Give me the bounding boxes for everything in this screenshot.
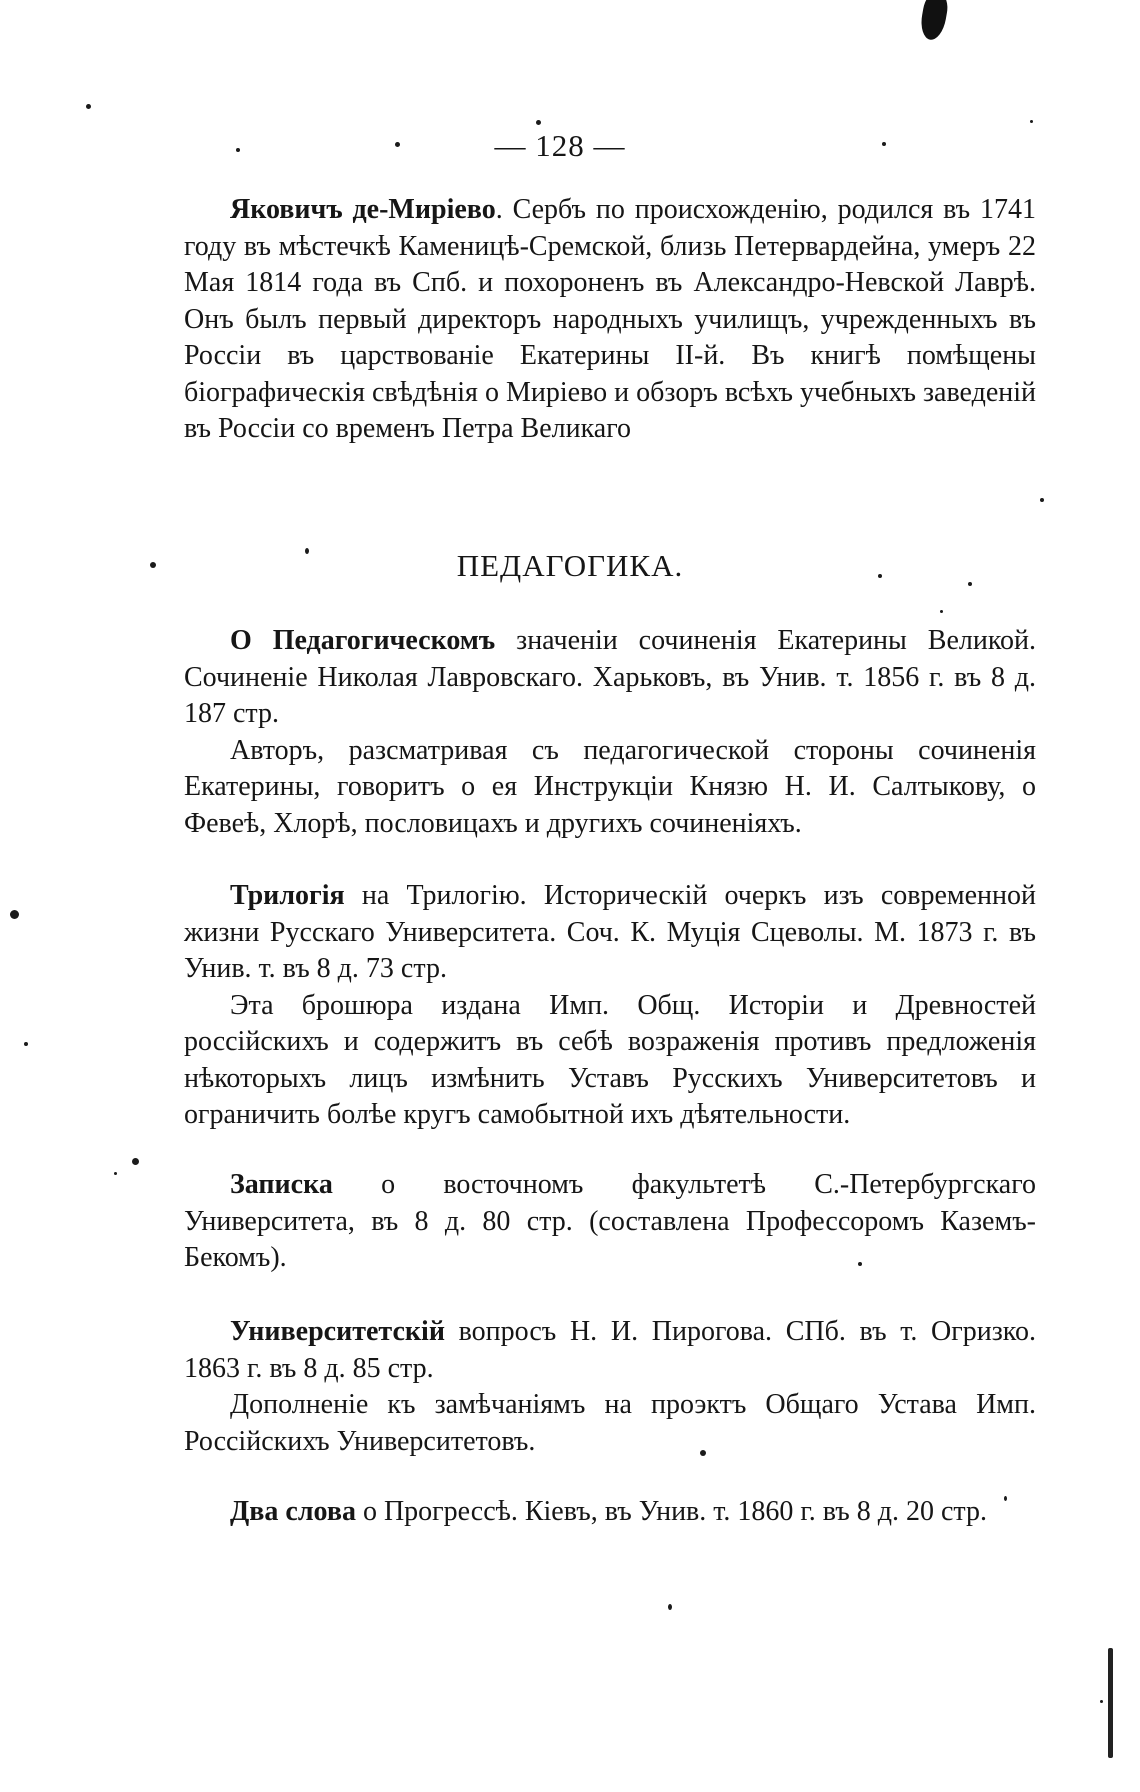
scan-speck — [132, 1158, 139, 1165]
scan-speck — [940, 610, 943, 613]
entry-two-words — [184, 1494, 1036, 1531]
entry-university-question — [184, 1314, 1036, 1460]
section-heading: ПЕДАГОГИКА. — [456, 548, 684, 583]
entry-text: значеніи сочиненія Екатерины Великой. Сочиненіе Николая Лавровскаго. Харьковъ, въ Унив. т. 1856 г. въ 8 д. 187 стр. — [184, 625, 1037, 729]
entry-note: Авторъ, разсматривая съ педагогической стороны сочиненія Екатерины, говоритъ о ея Инструкціи Князю Н. И. Салтыкову, о Февеѣ, Хлорѣ, пословицахъ и другихъ сочиненіяхъ. — [184, 734, 1036, 839]
scan-speck — [668, 1604, 672, 1610]
entry-trilogy — [184, 878, 1036, 1134]
entry-title: Трилогія — [230, 880, 345, 911]
scan-speck — [86, 104, 91, 109]
entry-text: о Прогрессѣ. Кіевъ, въ Унив. т. 1860 г. въ 8 д. 20 стр. — [355, 1496, 987, 1527]
entry-title: Записка — [230, 1169, 333, 1200]
entry-note: Эта брошюра издана Имп. Общ. Исторіи и Древностей россійскихъ и содержитъ въ себѣ возраженія противъ предложенія нѣкоторыхъ лицъ измѣнить Уставъ Русскихъ Университетовъ и ограничить болѣе кругъ самобытной ихъ дѣятельности. — [184, 989, 1036, 1130]
scan-speck — [1100, 1700, 1103, 1703]
entry-title: О Педагогическомъ — [230, 625, 496, 656]
entry-text: о восточномъ факультетѣ С.-Петербургскаго Университета, въ 8 д. 80 стр. (составлена Профессоромъ Каземъ-Бекомъ). — [184, 1169, 1036, 1273]
page-edge-mark — [1108, 1648, 1113, 1758]
ink-blot — [918, 0, 950, 42]
entry-text: на Трилогію. Историческій очеркъ изъ современной жизни Русскаго Университета. Соч. К. Муція Сцеволы. М. 1873 г. въ Унив. т. въ 8 д. 73 стр. — [184, 880, 1036, 984]
entry-text: . Сербъ по происхожденію, родился въ 1741 году въ мѣстечкѣ Каменицѣ-Сремской, близь Петервардейна, умеръ 22 Мая 1814 года въ Спб. и похороненъ въ Александро-Невской Лаврѣ. Онъ былъ первый директоръ народныхъ училищъ, учрежденныхъ въ Россіи въ царствованіе Екатерины II-й. Въ книгѣ помѣщены біографическія свѣдѣнія о Миріево и обзоръ всѣхъ учебныхъ заведеній въ Россіи со временъ Петра Великаго — [184, 194, 1036, 444]
scan-speck — [114, 1172, 117, 1175]
entry-text: вопросъ Н. И. Пирогова. СПб. въ т. Огризко. 1863 г. въ 8 д. 85 стр. — [184, 1316, 1036, 1384]
entry-title: Яковичъ де-Миріево — [230, 194, 496, 225]
scan-speck — [24, 1042, 28, 1046]
scan-speck — [1030, 120, 1033, 123]
entry-note: Дополненіе къ замѣчаніямъ на проэктъ Общаго Устава Имп. Россійскихъ Университетовъ. — [184, 1389, 1036, 1457]
entry-pedagogical — [184, 623, 1036, 842]
entry-title: Университетскій — [230, 1316, 445, 1347]
page-number: — 128 — — [494, 128, 626, 163]
scan-speck — [536, 120, 541, 125]
entry-title: Два слова — [230, 1496, 356, 1527]
scan-speck — [1040, 498, 1044, 502]
entry-zapiska — [184, 1167, 1036, 1277]
scan-speck — [10, 910, 19, 919]
entry-miriev — [184, 192, 1036, 448]
